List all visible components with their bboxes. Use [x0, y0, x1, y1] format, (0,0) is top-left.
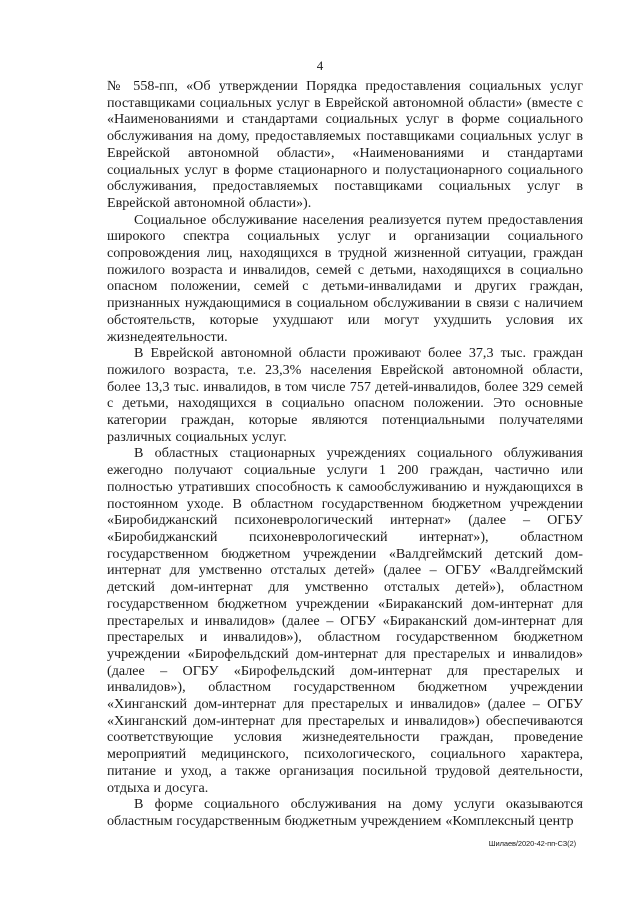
document-body: [107, 78, 583, 830]
paragraph-home-services: В форме социального обслуживания на дому услуги оказываются областным государственным бюджетным учреждением «Комплексный центр: [107, 796, 583, 829]
paragraph-social-services-overview: Социальное обслуживание населения реализуется путем предоставления широкого спектра социальных услуг и организации социального сопровождения лиц, находящихся в трудной жизненной ситуации, граждан пожилого возраста и инвалидов, семей с детьми, находящихся в социально опасном положении, семей с детьми-инвалидами и других граждан, признанных нуждающимися в социальном обслуживании в связи с наличием обстоятельств, которые ухудшают или могут ухудшить условия их жизнедеятельности.: [107, 211, 583, 345]
paragraph-stationary-institutions: В областных стационарных учреждениях социального облуживания ежегодно получают социальные услуги 1 200 граждан, частично или полностью утративших способность к самообслуживанию и нуждающихся в постоянном уходе. В областном государственном бюджетном учреждении «Биробиджанский психоневрологический интернат» (далее – ОГБУ «Биробиджанский психоневрологический интернат»), областном государственном бюджетном учреждении «Валдгеймский детский дом-интернат для умственно отсталых детей» (далее – ОГБУ «Валдгеймский детский дом-интернат для умственно отсталых детей»), областном государственном бюджетном учреждении «Бираканский дом-интернат для престарелых и инвалидов» (далее – ОГБУ «Бираканский дом-интернат для престарелых и инвалидов»), областном государственном бюджетном учреждении «Бирофельдский дом-интернат для престарелых и инвалидов» (далее – ОГБУ «Бирофельдский дом-интернат для престарелых и инвалидов»), областном государственном бюджетном учреждении «Хинганский дом-интернат для престарелых и инвалидов» (далее – ОГБУ «Хинганский дом-интернат для престарелых и инвалидов») обеспечиваются соответствующие условия жизнедеятельности граждан, проведение мероприятий медицинского, психологического, социального характера, питание и уход, а также организация посильной трудовой деятельности, отдыха и досуга.: [107, 445, 583, 796]
paragraph-continuation: № 558-пп, «Об утверждении Порядка предоставления социальных услуг поставщиками социальных услуг в Еврейской автономной области» (вместе с «Наименованиями и стандартами социальных услуг в форме социального обслуживания на дому, предоставляемых поставщиками социальных услуг в Еврейской автономной области», «Наименованиями и стандартами социальных услуг в форме стационарного и полустационарного социального обслуживания, предоставляемых поставщиками социальных услуг в Еврейской автономной области»).: [107, 78, 583, 211]
page-number: 4: [316, 58, 324, 73]
paragraph-population-statistics: В Еврейской автономной области проживают более 37,3 тыс. граждан пожилого возраста, т.е. 23,3% населения Еврейской автономной области, более 13,3 тыс. инвалидов, в том числе 757 детей-инвалидов, более 329 семей с детьми, находящихся в социально опасном положении. Это основные категории граждан, которые являются потенциальными получателями различных социальных услуг.: [107, 345, 583, 445]
document-footer-code: Шилаев/2020-42-пп-СЗ(2): [488, 839, 576, 848]
